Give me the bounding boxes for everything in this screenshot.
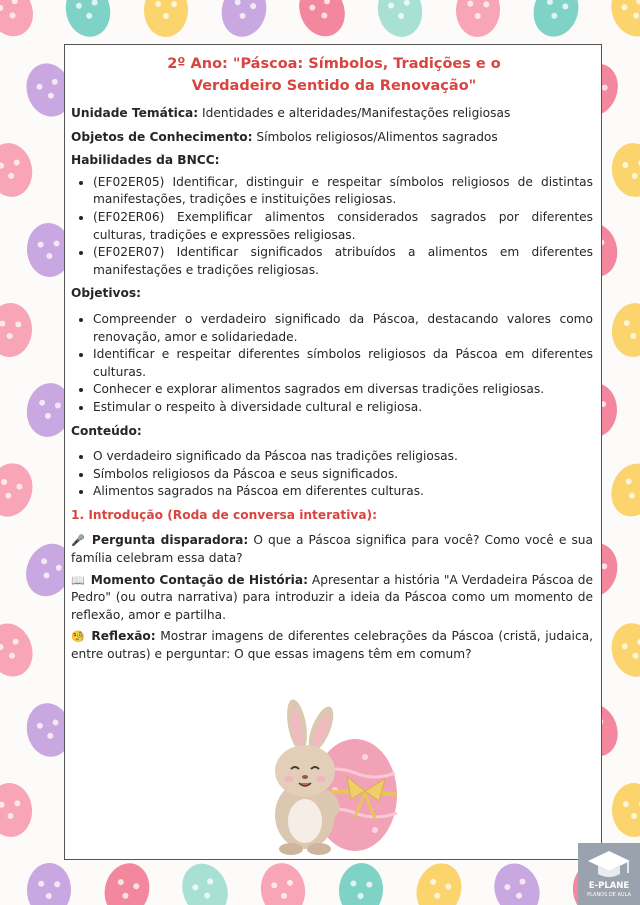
egg-icon bbox=[606, 618, 640, 682]
e-plane-logo bbox=[578, 843, 640, 905]
egg-icon bbox=[0, 781, 34, 839]
pergunta-text: O que a Páscoa significa para você? Como você e sua família celebram essa data? bbox=[71, 533, 593, 566]
momento-contacao bbox=[71, 572, 593, 625]
egg-icon bbox=[609, 141, 640, 200]
list-item: • Conhecer e explorar alimentos sagrados em diversas tradições religiosas. bbox=[93, 381, 593, 399]
logo-tagline: PLANOS DE AULA bbox=[587, 892, 631, 898]
list-item: • Identificar e respeitar diferentes símbolos religiosos da Páscoa em diferentes culturas. bbox=[93, 346, 593, 381]
title-line-2: Verdadeiro Sentido da Renovação" bbox=[191, 78, 477, 94]
reflexao bbox=[71, 628, 593, 663]
egg-icon bbox=[487, 857, 547, 905]
title-line-1: 2º Ano: "Páscoa: Símbolos, Tradições e o bbox=[167, 56, 501, 72]
egg-icon bbox=[609, 301, 640, 360]
graduation-cap-icon bbox=[578, 843, 640, 883]
objetos-text: Símbolos religiosos/Alimentos sagrados bbox=[256, 129, 498, 144]
momento-text: Apresentar a história "A Verdadeira Páscoa de Pedro" (ou outra narrativa) para introduzir a ideia da Páscoa como um momento de reflexão, amor e partilha. bbox=[71, 572, 593, 622]
egg-icon bbox=[455, 0, 502, 38]
page-title bbox=[65, 53, 603, 97]
egg-icon bbox=[0, 0, 41, 44]
objetivos-list bbox=[71, 311, 593, 417]
habilidades-heading bbox=[71, 152, 593, 170]
egg-icon bbox=[0, 302, 33, 358]
egg-icon bbox=[0, 617, 40, 682]
egg-icon bbox=[527, 0, 584, 42]
egg-icon bbox=[337, 862, 385, 905]
lesson-plan-card bbox=[64, 44, 602, 860]
thinking-face-icon: 🧐 bbox=[71, 630, 86, 644]
list-item: • Símbolos religiosos da Páscoa e seus significados. bbox=[93, 466, 593, 484]
egg-icon bbox=[0, 458, 39, 523]
reflexao-text: Mostrar imagens de diferentes celebrações da Páscoa (cristã, judaica, entre outras) e perguntar: O que essas imagens têm em comum? bbox=[71, 629, 593, 662]
microphone-icon: 🎤 bbox=[71, 534, 86, 548]
egg-icon bbox=[174, 857, 235, 905]
egg-icon bbox=[604, 457, 640, 523]
objetos-conhecimento bbox=[71, 129, 593, 147]
list-item: • Compreender o verdadeiro significado da Páscoa, destacando valores como renovação, amor e solidariedade. bbox=[93, 311, 593, 346]
egg-icon bbox=[61, 0, 115, 41]
objetivos-heading bbox=[71, 285, 593, 303]
pergunta-label: Pergunta disparadora: bbox=[91, 533, 249, 548]
list-item: • Alimentos sagrados na Páscoa em diferentes culturas. bbox=[93, 483, 593, 501]
egg-icon bbox=[99, 858, 155, 905]
list-item: • (EF02ER07) Identificar significados atribuídos a alimentos em diferentes manifestações e tradições religiosas. bbox=[93, 244, 593, 279]
list-item: • (EF02ER05) Identificar, distinguir e respeitar símbolos religiosos de distintas manifestações, tradições e instituições religiosas. bbox=[93, 174, 593, 209]
egg-icon bbox=[144, 0, 189, 37]
momento-label: Momento Contação de História: bbox=[90, 572, 308, 587]
egg-icon bbox=[257, 860, 309, 905]
egg-icon bbox=[0, 139, 37, 200]
conteudo-list bbox=[71, 448, 593, 501]
introducao-heading: 1. Introdução (Roda de conversa interativa): bbox=[71, 507, 378, 522]
conteudo-label: Conteúdo: bbox=[71, 423, 142, 438]
pergunta-disparadora bbox=[71, 532, 593, 567]
easter-bunny-illustration bbox=[255, 695, 405, 857]
list-item: • (EF02ER06) Exemplificar alimentos considerados sagrados por diferentes culturas, tradições e expressões religiosas. bbox=[93, 209, 593, 244]
habilidades-list bbox=[71, 174, 593, 280]
objetivos-label: Objetivos: bbox=[71, 286, 141, 301]
egg-icon bbox=[291, 0, 353, 43]
egg-icon bbox=[374, 0, 427, 40]
unidade-label: Unidade Temática: bbox=[71, 106, 199, 120]
egg-icon bbox=[216, 0, 272, 42]
list-item: • O verdadeiro significado da Páscoa nas tradições religiosas. bbox=[93, 448, 593, 466]
unidade-tematica bbox=[71, 105, 593, 123]
lesson-content bbox=[71, 105, 593, 668]
logo-name: E-PLANE bbox=[588, 881, 630, 891]
list-item: • Estimular o respeito à diversidade cultural e religiosa. bbox=[93, 399, 593, 417]
reflexao-label: Reflexão: bbox=[91, 629, 156, 644]
objetos-label: Objetos de Conhecimento: bbox=[71, 129, 253, 144]
egg-icon bbox=[604, 0, 640, 43]
conteudo-heading bbox=[71, 423, 593, 441]
habilidades-label: Habilidades da BNCC: bbox=[71, 153, 220, 168]
egg-icon bbox=[612, 783, 640, 838]
book-icon: 📖 bbox=[71, 573, 85, 587]
unidade-text: Identidades e alteridades/Manifestações religiosas bbox=[202, 106, 511, 120]
egg-icon bbox=[26, 862, 72, 905]
egg-icon bbox=[410, 858, 468, 905]
